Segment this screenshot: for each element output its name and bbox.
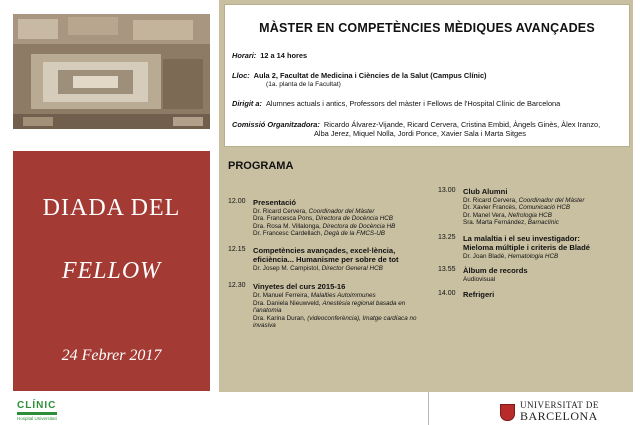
speaker-role: Barnaclínic xyxy=(527,219,559,227)
committee-line2: Alba Jerez, Miquel Nolla, Jordi Ponce, Xavier Sala i Marta Sitges xyxy=(314,129,526,138)
event-title-panel xyxy=(13,151,210,391)
clinic-logo xyxy=(17,400,57,421)
schedule-info xyxy=(232,51,307,60)
location-sub: (1a. planta de la Facultat) xyxy=(266,81,341,88)
speaker-name: Dr. Josep M. Campistol, xyxy=(253,264,320,272)
program-speaker xyxy=(253,315,418,330)
program-item xyxy=(228,198,418,238)
program-title: PROGRAMA xyxy=(228,160,294,172)
speaker-name: Dra. Francesca Pons, xyxy=(253,215,314,223)
ub-logo xyxy=(500,400,599,424)
program-right-column xyxy=(438,187,628,299)
ub-logo-line2: BARCELONA xyxy=(520,409,598,423)
speaker-role: Nefrologia HCB xyxy=(508,211,552,219)
program-speaker xyxy=(253,230,418,238)
committee-info xyxy=(232,120,627,138)
event-title-line1: DIADA DEL xyxy=(42,195,181,221)
speaker-role: Directora de Docència HB xyxy=(322,222,396,230)
program-speaker xyxy=(463,212,628,220)
program-speaker xyxy=(463,276,628,284)
header-info-box xyxy=(224,4,630,147)
program-speaker xyxy=(253,208,418,216)
committee-line1: Ricardo Álvarez-Vijande, Ricard Cervera, Cristina Embid, Àngels Ginès, Àlex Iranzo, xyxy=(323,120,601,129)
program-item xyxy=(438,266,628,283)
program-speaker xyxy=(463,253,628,261)
event-date: 24 Febrer 2017 xyxy=(61,347,162,364)
program-time: 12.30 xyxy=(228,282,246,290)
program-time: 13.25 xyxy=(438,233,456,241)
aerial-photo xyxy=(13,14,210,129)
speaker-role: Coordinador del Màster xyxy=(308,207,375,215)
schedule-value: 12 a 14 hores xyxy=(260,51,308,60)
ub-shield-icon xyxy=(500,404,515,421)
speaker-name: Dr. Ricard Cervera, xyxy=(463,196,517,204)
location-value: Aula 2, Facultat de Medicina i Ciències de la Salut (Campus Clínic) xyxy=(253,71,487,80)
speaker-name: Dra. Rosa M. Villalonga, xyxy=(253,222,321,230)
footer-divider xyxy=(428,392,429,425)
program-item xyxy=(438,290,628,300)
program-time: 12.15 xyxy=(228,245,246,253)
program-speaker xyxy=(253,300,418,315)
speaker-role: Hematologia HCB xyxy=(507,252,559,260)
program-speaker xyxy=(253,292,418,300)
program-item xyxy=(228,246,418,273)
program-time: 13.55 xyxy=(438,266,456,274)
clinic-logo-bar xyxy=(17,412,57,415)
program-item-title: La malaltia i el seu investigador: xyxy=(463,233,580,243)
speaker-name: Dr. Joan Bladé, xyxy=(463,252,507,260)
speaker-role: Directora de Docència HCB xyxy=(315,215,393,223)
speaker-name: Sra. Marta Fernández, xyxy=(463,219,526,227)
program-item xyxy=(438,187,628,227)
speaker-name: Dra. Karina Duran, xyxy=(253,314,306,322)
speaker-name: Dr. Ricard Cervera, xyxy=(253,207,307,215)
speaker-role: Malalties Autoimmunes xyxy=(310,291,376,299)
speaker-role: Anestèsia regional basada en l'anatomia xyxy=(253,299,406,315)
master-title: MÀSTER EN COMPETÈNCIES MÈDIQUES AVANÇADES xyxy=(259,21,595,35)
program-item-title: Refrigeri xyxy=(463,289,495,299)
audience-info xyxy=(232,99,560,108)
program-item-title: Mieloma múltiple i criteris de Bladé xyxy=(463,243,591,253)
speaker-name: Dr. Francesc Cardellach, xyxy=(253,230,323,238)
program-speaker xyxy=(463,197,628,205)
program-item-title: Club Alumni xyxy=(463,187,508,196)
location-info xyxy=(232,71,487,89)
speaker-name: Dr. Manuel Ferreira, xyxy=(253,291,309,299)
program-speaker xyxy=(463,219,628,227)
speaker-role: Coordinador del Màster xyxy=(518,196,585,204)
audience-label: Dirigit a: xyxy=(232,99,262,108)
speaker-role: Comunicació HCB xyxy=(518,204,571,212)
speaker-name: Audiovisual xyxy=(463,275,496,283)
audience-value: Alumnes actuals i antics, Professors del màster i Fellows de l'Hospital Clínic de Barcelona xyxy=(265,99,561,108)
speaker-name: Dr. Xavier Francès, xyxy=(463,204,517,212)
program-time: 12.00 xyxy=(228,198,246,205)
clinic-logo-name: CLÍNIC xyxy=(17,400,57,411)
program-speaker xyxy=(253,223,418,231)
program-speaker xyxy=(253,215,418,223)
program-speaker xyxy=(253,265,418,273)
program-item-title: Àlbum de records xyxy=(463,266,528,276)
program-time: 14.00 xyxy=(438,289,456,297)
speaker-role: Director General HCB xyxy=(321,264,383,272)
committee-label: Comissió Organitzadora: xyxy=(232,120,320,129)
event-title-line2: FELLOW xyxy=(61,258,162,284)
program-item-title: Presentació xyxy=(253,198,297,207)
program-item-title: eficiència... Humanisme per sobre de tot xyxy=(253,255,399,265)
program-item xyxy=(438,234,628,261)
program-left-column xyxy=(228,198,418,330)
location-label: Lloc: xyxy=(232,71,250,80)
schedule-label: Horari: xyxy=(232,51,257,60)
speaker-name: Dr. Manel Vera, xyxy=(463,211,507,219)
program-item xyxy=(228,282,418,329)
program-speaker xyxy=(463,204,628,212)
clinic-logo-sub: Hospital Universitari xyxy=(17,416,58,421)
ub-logo-line1: UNIVERSITAT DE xyxy=(520,400,599,410)
speaker-role: (videoconferència), Imatge cardíaca no invasiva xyxy=(253,314,417,330)
program-item-title: Competències avançades, excel·lència, xyxy=(253,245,396,255)
program-item-title: Vinyetes del curs 2015-16 xyxy=(253,282,346,292)
speaker-name: Dra. Daniela Nieuwveld, xyxy=(253,299,321,307)
program-time: 13.00 xyxy=(438,187,456,194)
speaker-role: Degà de la FMCS-UB xyxy=(324,230,385,238)
